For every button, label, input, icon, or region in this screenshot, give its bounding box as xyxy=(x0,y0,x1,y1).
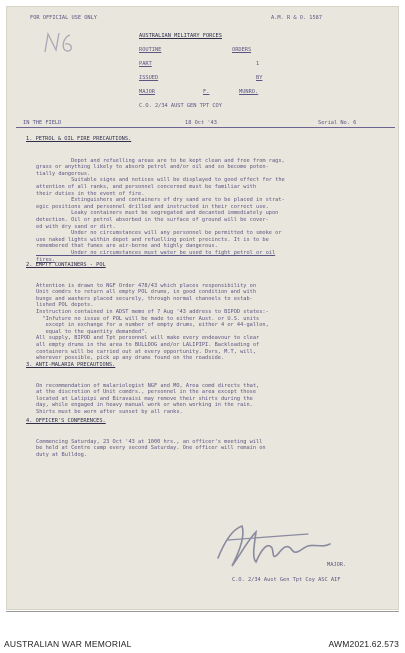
signature-title: MAJOR. xyxy=(327,562,347,568)
archive-footer xyxy=(0,611,405,653)
section-body xyxy=(36,376,259,422)
section-heading: 4. OFFICER'S CONFERENCES. xyxy=(26,418,106,424)
text-line: all empty drums in the area to BULLDOG and/or LALIPIPI. Backloading of xyxy=(36,341,260,348)
section-body xyxy=(36,151,285,270)
text-line: tially dangerous. xyxy=(36,170,91,177)
orders-label: ORDERS xyxy=(232,47,252,53)
officer-name: MUNRO. xyxy=(239,89,259,95)
text-line: On recommendation of malariologist NGF and MO, Area comd directs that, xyxy=(36,382,260,389)
location-label: IN THE FIELD xyxy=(23,120,62,126)
initial-label: F. xyxy=(203,89,210,95)
text-line: Extinguishers and containers of dry sand are to be placed in strat- xyxy=(36,197,285,204)
footer-divider xyxy=(6,611,399,612)
text-line: be held at Centre camp every second Saturday. One officer will remain on xyxy=(36,445,266,452)
text-line: except in exchange for a number of empty drums, either 4 or 44-gallon, xyxy=(36,322,269,329)
text-line: Attention is drawn to NGF Order 478/43 which places responsibility on xyxy=(36,282,257,289)
text-line: Instruction contained in ADST memo of 7 Aug '43 address to BIPOD states:- xyxy=(36,308,269,315)
text-line: duty at Bulldog. xyxy=(36,451,88,458)
text-line: fires. xyxy=(36,256,56,263)
section-heading: 3. ANTI-MALARIA PRECAUTIONS. xyxy=(26,362,116,368)
part-number: 1 xyxy=(256,61,260,67)
unit-label: C.O. 2/34 AUST GEN TPT COY xyxy=(139,103,222,109)
text-line: Suitable signs and notices will be displayed to good effect for the xyxy=(36,177,285,184)
text-line: their duties in the event of fire. xyxy=(36,190,145,197)
signature-unit: C.O. 2/34 Aust Gen Tpt Coy ASC AIF xyxy=(232,577,341,583)
text-line: egic positions and personnel drilled and instructed in their correct use. xyxy=(36,203,269,210)
by-label: BY xyxy=(256,75,263,81)
text-line: Commencing Saturday, 23 Oct '43 at 1000 hrs., an officer's meeting will xyxy=(36,438,263,445)
text-line: Unit comdrs to return all empty POL drums, in good condition and with xyxy=(36,289,257,296)
section-body xyxy=(36,432,266,465)
archive-reference: AWM2021.62.573 xyxy=(328,639,399,649)
part-label: PART xyxy=(139,61,152,67)
text-line: attention of all ranks, and personnel concerned must be familiar with xyxy=(36,183,257,190)
section-body xyxy=(36,276,269,368)
text-line: detection. Oil or petrol absorbed in the surface of ground will be cover- xyxy=(36,216,269,223)
text-line: at the discretion of Unit comdrs., personnel in the area except those xyxy=(36,389,257,396)
text-line: "Infuture no issue of POL will be made to either Aust. or U.S. units xyxy=(36,315,260,322)
header-divider xyxy=(16,127,395,128)
routine-label: ROUTINE xyxy=(139,47,162,53)
text-line: wherever possible, pick up any drums found on the roadside. xyxy=(36,355,225,362)
text-line: use naked lights within depot and refuelling point precincts. It is to be xyxy=(36,236,269,243)
handwritten-mark xyxy=(42,30,76,56)
text-line: grass or anything likely to absorb petrol and/or oil and so become poten- xyxy=(36,164,269,171)
official-use-label: FOR OFFICIAL USE ONLY xyxy=(30,15,97,21)
text-line: ed with dry sand or dirt. xyxy=(36,223,116,230)
text-line: located at Lalipipi and Biravaisi may remove their shirts during the xyxy=(36,395,253,402)
text-line: containers will be carried out at every opportunity. Dvrs, M.T, will, xyxy=(36,348,257,355)
form-number: A.M. R & O. 1587 xyxy=(271,15,323,21)
order-date: 18 Oct '43 xyxy=(185,120,217,126)
force-title: AUSTRALIAN MILITARY FORCES xyxy=(139,33,222,39)
serial-number: Serial No. 6 xyxy=(318,120,357,126)
text-line: day, while engaged in heavy manual work or when working in the rain. xyxy=(36,402,253,409)
rank-label: MAJOR xyxy=(139,89,155,95)
section-heading: 1. PETROL & OIL FIRE PRECAUTIONS. xyxy=(26,136,132,142)
text-line: lished POL depots. xyxy=(36,302,94,309)
text-line: remembered that fumes are air-borne and highly dangerous. xyxy=(36,243,218,250)
text-line: bungs and washers placed securely, through normal channels to estab- xyxy=(36,295,253,302)
text-line: Under no circumstances will any personnel be permitted to smoke or xyxy=(36,230,282,237)
section-heading: 2. EMPTY CONTAINERS - POL xyxy=(26,262,106,268)
archive-name: AUSTRALIAN WAR MEMORIAL xyxy=(4,639,132,649)
text-line: Under no circumstances must water be used to fight petrol or oil xyxy=(36,249,276,256)
issued-label: ISSUED xyxy=(139,75,159,81)
text-line: Leaky containers must be segregated and decanted immediately upon xyxy=(36,210,279,217)
text-line: Depot and refuelling areas are to be kept clean and free from rags, xyxy=(36,157,285,164)
text-line: Shirts must be worn after sunset by all ranks. xyxy=(36,408,183,415)
text-line: equal to the quantity demanded". xyxy=(36,328,148,335)
text-line: All supply, BIPOD and Tpt personnel will make every endeavour to clear xyxy=(36,335,260,342)
